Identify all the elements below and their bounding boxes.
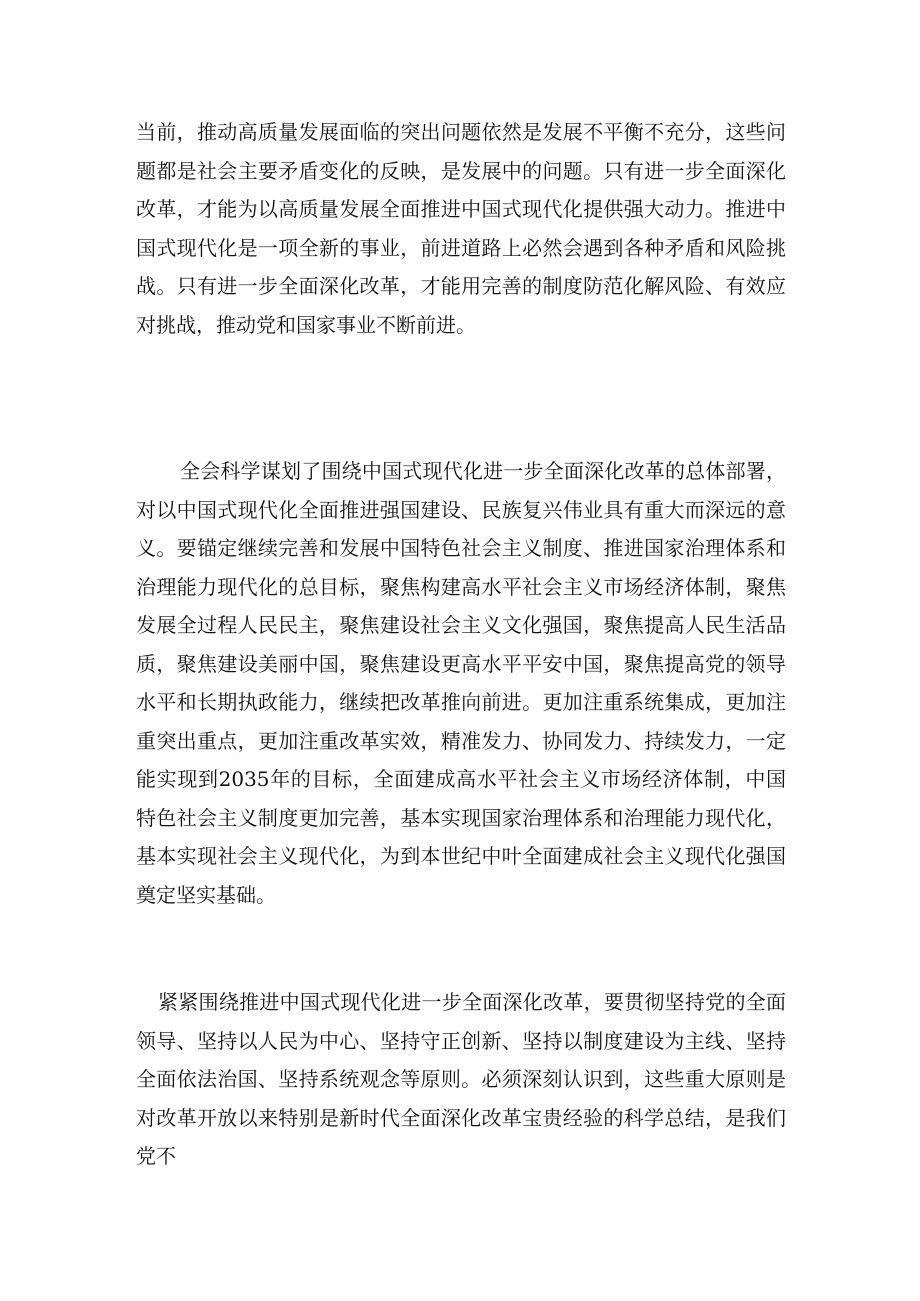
paragraph-1: 当前，推动高质量发展面临的突出问题依然是发展不平衡不充分，这些问题都是社会主要矛盾变化的反映，是发展中的问题。只有进一步全面深化改革，才能为以高质量发展全面推进中国式现代化提供强大动力。推进中国式现代化是一项全新的事业，前进道路上必然会遇到各种矛盾和风险挑战。只有进一步全面深化改革，才能用完善的制度防范化解风险、有效应对挑战，推动党和国家事业不断前进。 bbox=[136, 120, 786, 337]
paragraph-3: 紧紧围绕推进中国式现代化进一步全面深化改革，要贯彻坚持党的全面领导、坚持以人民为中心、坚持守正创新、坚持以制度建设为主线、坚持全面依法治国、坚持系统观念等原则。必须深刻认识到，这些重大原则是对改革开放以来特别是新时代全面深化改革宝贵经验的科学总结，是我们党不 bbox=[136, 990, 786, 1168]
paragraph-2: 全会科学谋划了围绕中国式现代化进一步全面深化改革的总体部署，对以中国式现代化全面推进强国建设、民族复兴伟业具有重大而深远的意义。要锚定继续完善和发展中国特色社会主义制度、推进国家治理体系和治理能力现代化的总目标，聚焦构建高水平社会主义市场经济体制，聚焦发展全过程人民民主，聚焦建设社会主义文化强国，聚焦提高人民生活品质，聚焦建设美丽中国，聚焦建设更高水平平安中国，聚焦提高党的领导水平和长期执政能力，继续把改革推向前进。更加注重系统集成，更加注重突出重点，更加注重改革实效，精准发力、协同发力、持续发力，一定能实现到2035年的目标，全面建成高水平社会主义市场经济体制，中国特色社会主义制度更加完善，基本实现国家治理体系和治理能力现代化，基本实现社会主义现代化，为到本世纪中叶全面建成社会主义现代化强国奠定坚实基础。 bbox=[136, 459, 786, 907]
